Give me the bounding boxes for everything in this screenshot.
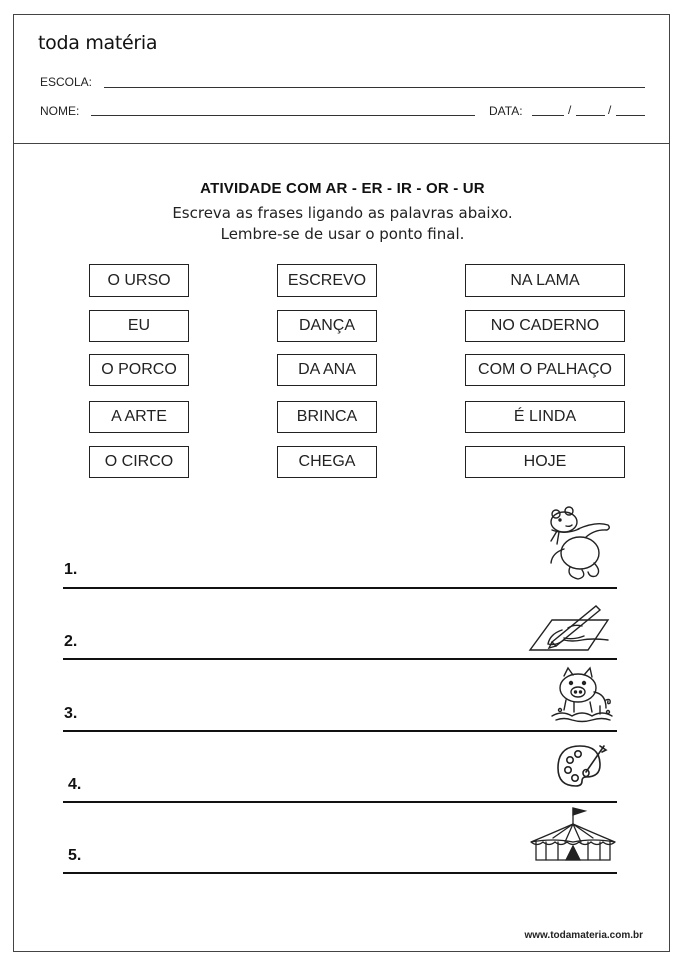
date-year-field[interactable] <box>616 115 645 116</box>
word-box: EU <box>89 310 189 342</box>
word-box: O CIRCO <box>89 446 189 478</box>
date-slash: / <box>568 103 572 117</box>
nome-label: NOME: <box>40 104 80 118</box>
header-divider <box>13 143 670 144</box>
line-number: 2. <box>64 633 78 650</box>
escola-label: ESCOLA: <box>40 75 93 89</box>
word-box: BRINCA <box>277 401 377 433</box>
answer-line-4[interactable] <box>63 801 617 803</box>
date-month-field[interactable] <box>576 115 605 116</box>
dancing-bear-icon <box>540 505 616 585</box>
pig-in-mud-icon <box>550 666 614 724</box>
word-box: O URSO <box>89 264 189 297</box>
answer-line-1[interactable] <box>63 587 617 589</box>
answer-line-2[interactable] <box>63 658 617 660</box>
word-box: ESCREVO <box>277 264 377 297</box>
word-box: COM O PALHAÇO <box>465 354 625 386</box>
circus-tent-icon <box>528 806 618 864</box>
brand-logo: toda matéria <box>38 32 158 54</box>
line-number: 5. <box>68 847 82 864</box>
data-label: DATA: <box>489 104 523 118</box>
word-box: NA LAMA <box>465 264 625 297</box>
activity-title: ATIVIDADE COM AR - ER - IR - OR - UR <box>200 180 485 197</box>
escola-field[interactable] <box>104 87 645 88</box>
word-box: O PORCO <box>89 354 189 386</box>
nome-field[interactable] <box>91 115 475 116</box>
answer-line-3[interactable] <box>63 730 617 732</box>
date-slash: / <box>608 103 612 117</box>
instruction-line-2: Lembre-se de usar o ponto final. <box>220 225 465 243</box>
line-number: 1. <box>64 561 78 578</box>
line-number: 4. <box>68 776 82 793</box>
paint-palette-icon <box>556 742 608 790</box>
word-box: DANÇA <box>277 310 377 342</box>
word-box: A ARTE <box>89 401 189 433</box>
word-box: NO CADERNO <box>465 310 625 342</box>
instruction-line-1: Escreva as frases ligando as palavras abaixo. <box>172 204 513 222</box>
writing-hand-icon <box>526 602 614 652</box>
word-box: É LINDA <box>465 401 625 433</box>
answer-line-5[interactable] <box>63 872 617 874</box>
footer-website: www.todamateria.com.br <box>524 930 643 941</box>
date-day-field[interactable] <box>532 115 564 116</box>
word-box: CHEGA <box>277 446 377 478</box>
word-box: HOJE <box>465 446 625 478</box>
word-box: DA ANA <box>277 354 377 386</box>
line-number: 3. <box>64 705 78 722</box>
